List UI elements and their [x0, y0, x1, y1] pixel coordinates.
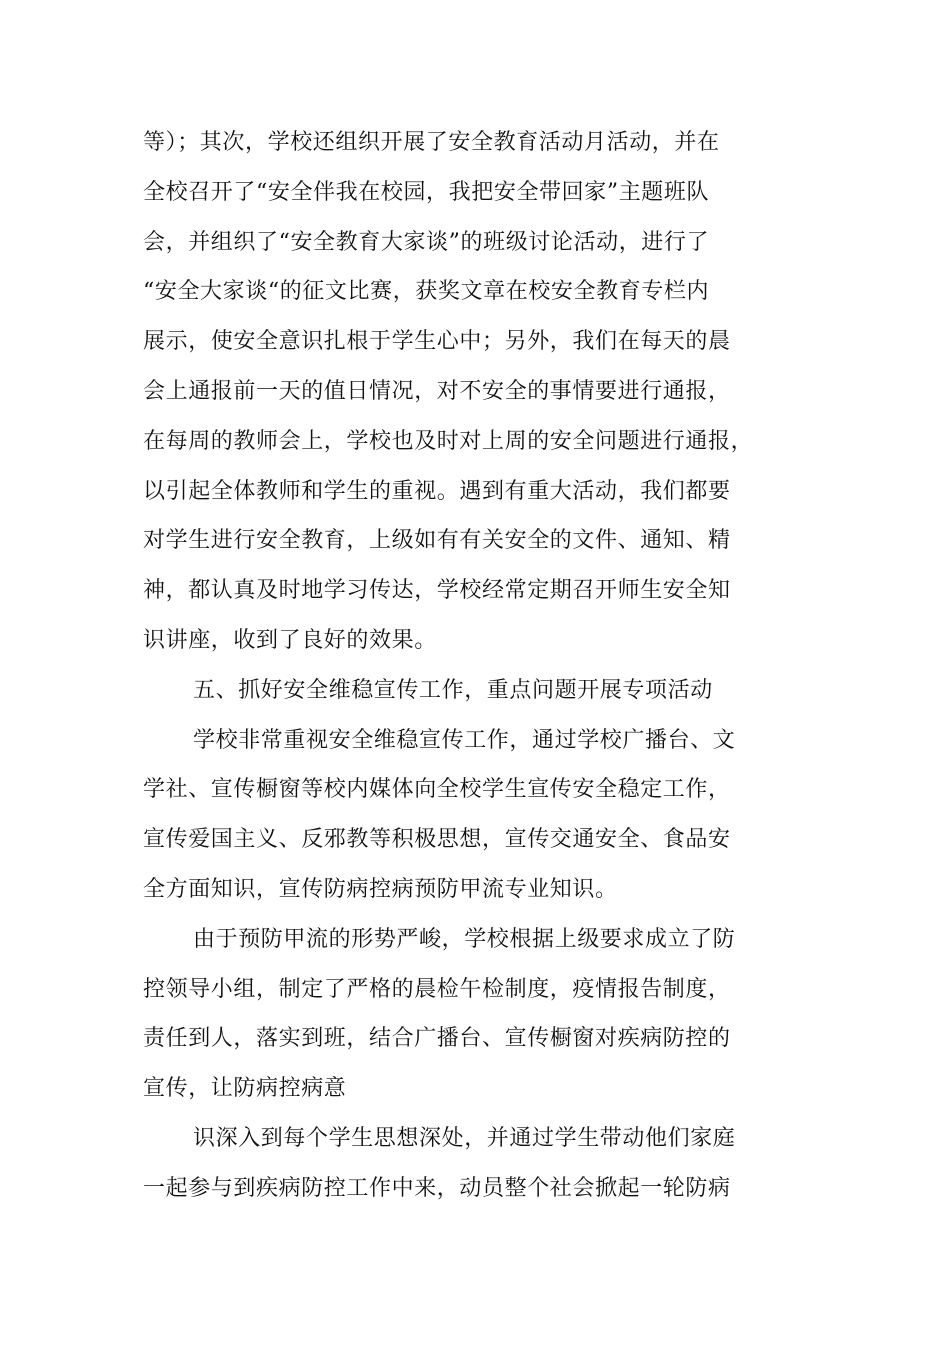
text-line-20: 宣传，让防病控病意: [143, 1076, 347, 1102]
text-line-8: 以引起全体教师和学生的重视。遇到有重大活动，我们都要: [143, 478, 731, 504]
text-line-6: 会上通报前一天的值日情况，对不安全的事情要进行通报，: [143, 378, 731, 404]
text-line-17: 由于预防甲流的形势严峻，学校根据上级要求成立了防: [193, 926, 736, 952]
text-line-5: 展示，使安全意识扎根于学生心中；另外，我们在每天的晨: [143, 329, 731, 355]
text-line-19: 责任到人，落实到班，结合广播台、宣传橱窗对疾病防控的: [143, 1026, 731, 1052]
section-heading: 五、抓好安全维稳宣传工作，重点问题开展专项活动: [193, 677, 713, 703]
text-line-11: 识讲座，收到了良好的效果。: [143, 627, 437, 653]
text-line-7: 在每周的教师会上，学校也及时对上周的安全问题进行通报，: [143, 428, 754, 454]
text-line-16: 全方面知识，宣传防病控病预防甲流专业知识。: [143, 876, 618, 902]
text-line-13: 学校非常重视安全维稳宣传工作，通过学校广播台、文: [193, 727, 736, 753]
text-line-18: 控领导小组，制定了严格的晨检午检制度，疫情报告制度，: [143, 976, 731, 1002]
text-line-10: 神，都认真及时地学习传达，学校经常定期召开师生安全知: [143, 578, 731, 604]
text-line-4: “安全大家谈“的征文比赛，获奖文章在校安全教育专栏内: [143, 279, 710, 305]
text-line-14: 学社、宣传橱窗等校内媒体向全校学生宣传安全稳定工作，: [143, 777, 731, 803]
text-line-1: 等）；其次，学校还组织开展了安全教育活动月活动，并在: [143, 130, 720, 155]
text-line-2: 全校召开了“安全伴我在校园，我把安全带回家”主题班队: [143, 179, 710, 205]
text-line-9: 对学生进行安全教育，上级如有有关安全的文件、通知、精: [143, 528, 731, 554]
text-line-21: 识深入到每个学生思想深处，并通过学生带动他们家庭: [193, 1125, 736, 1151]
text-line-15: 宣传爱国主义、反邪教等积极思想，宣传交通安全、食品安: [143, 827, 731, 853]
text-line-22: 一起参与到疾病防控工作中来，动员整个社会掀起一轮防病: [143, 1175, 731, 1201]
document-body: [143, 118, 753, 1214]
text-line-3: 会，并组织了“安全教育大家谈”的班级讨论活动，进行了: [143, 229, 710, 255]
